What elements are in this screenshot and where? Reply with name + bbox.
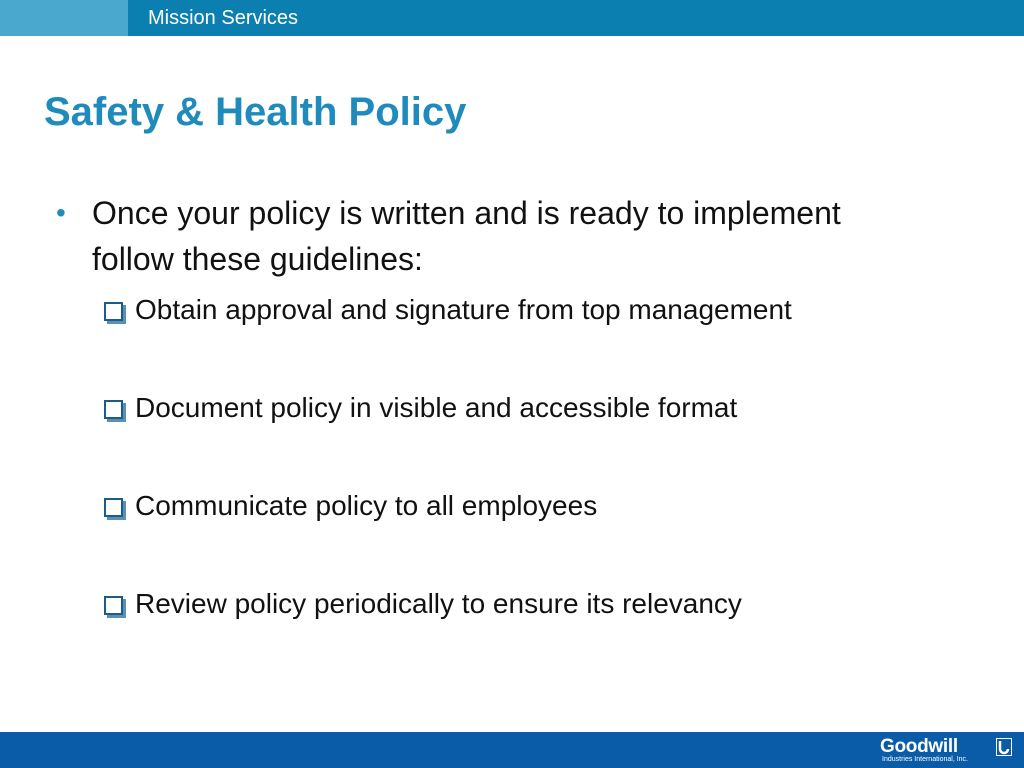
main-bullet-text: Once your policy is written and is ready to implement follow these guidelines: bbox=[92, 195, 841, 277]
list-item bbox=[104, 386, 1004, 430]
checkbox-icon bbox=[104, 400, 123, 419]
header-bar bbox=[0, 0, 1024, 36]
checkbox-icon bbox=[104, 302, 123, 321]
logo-subline: Industries International, Inc. bbox=[882, 756, 968, 763]
bullet-marker: • bbox=[56, 197, 66, 228]
guideline-list bbox=[104, 288, 1004, 680]
footer-bar bbox=[0, 732, 1024, 768]
list-item-text: Review policy periodically to ensure its relevancy bbox=[135, 588, 742, 619]
logo-wordmark: Goodwill bbox=[880, 736, 958, 757]
list-item-text: Obtain approval and signature from top management bbox=[135, 294, 792, 325]
checkbox-icon bbox=[104, 596, 123, 615]
main-bullet bbox=[56, 190, 956, 282]
goodwill-smile-icon bbox=[996, 738, 1012, 756]
slide-title: Safety & Health Policy bbox=[44, 90, 467, 134]
list-item-text: Document policy in visible and accessible format bbox=[135, 392, 738, 423]
list-item bbox=[104, 484, 1004, 528]
list-item-text: Communicate policy to all employees bbox=[135, 490, 598, 521]
checkbox-icon bbox=[104, 498, 123, 517]
header-accent-block bbox=[0, 0, 128, 36]
section-title: Mission Services bbox=[148, 7, 299, 29]
list-item bbox=[104, 582, 1004, 626]
goodwill-logo bbox=[880, 736, 1016, 766]
list-item bbox=[104, 288, 1004, 332]
